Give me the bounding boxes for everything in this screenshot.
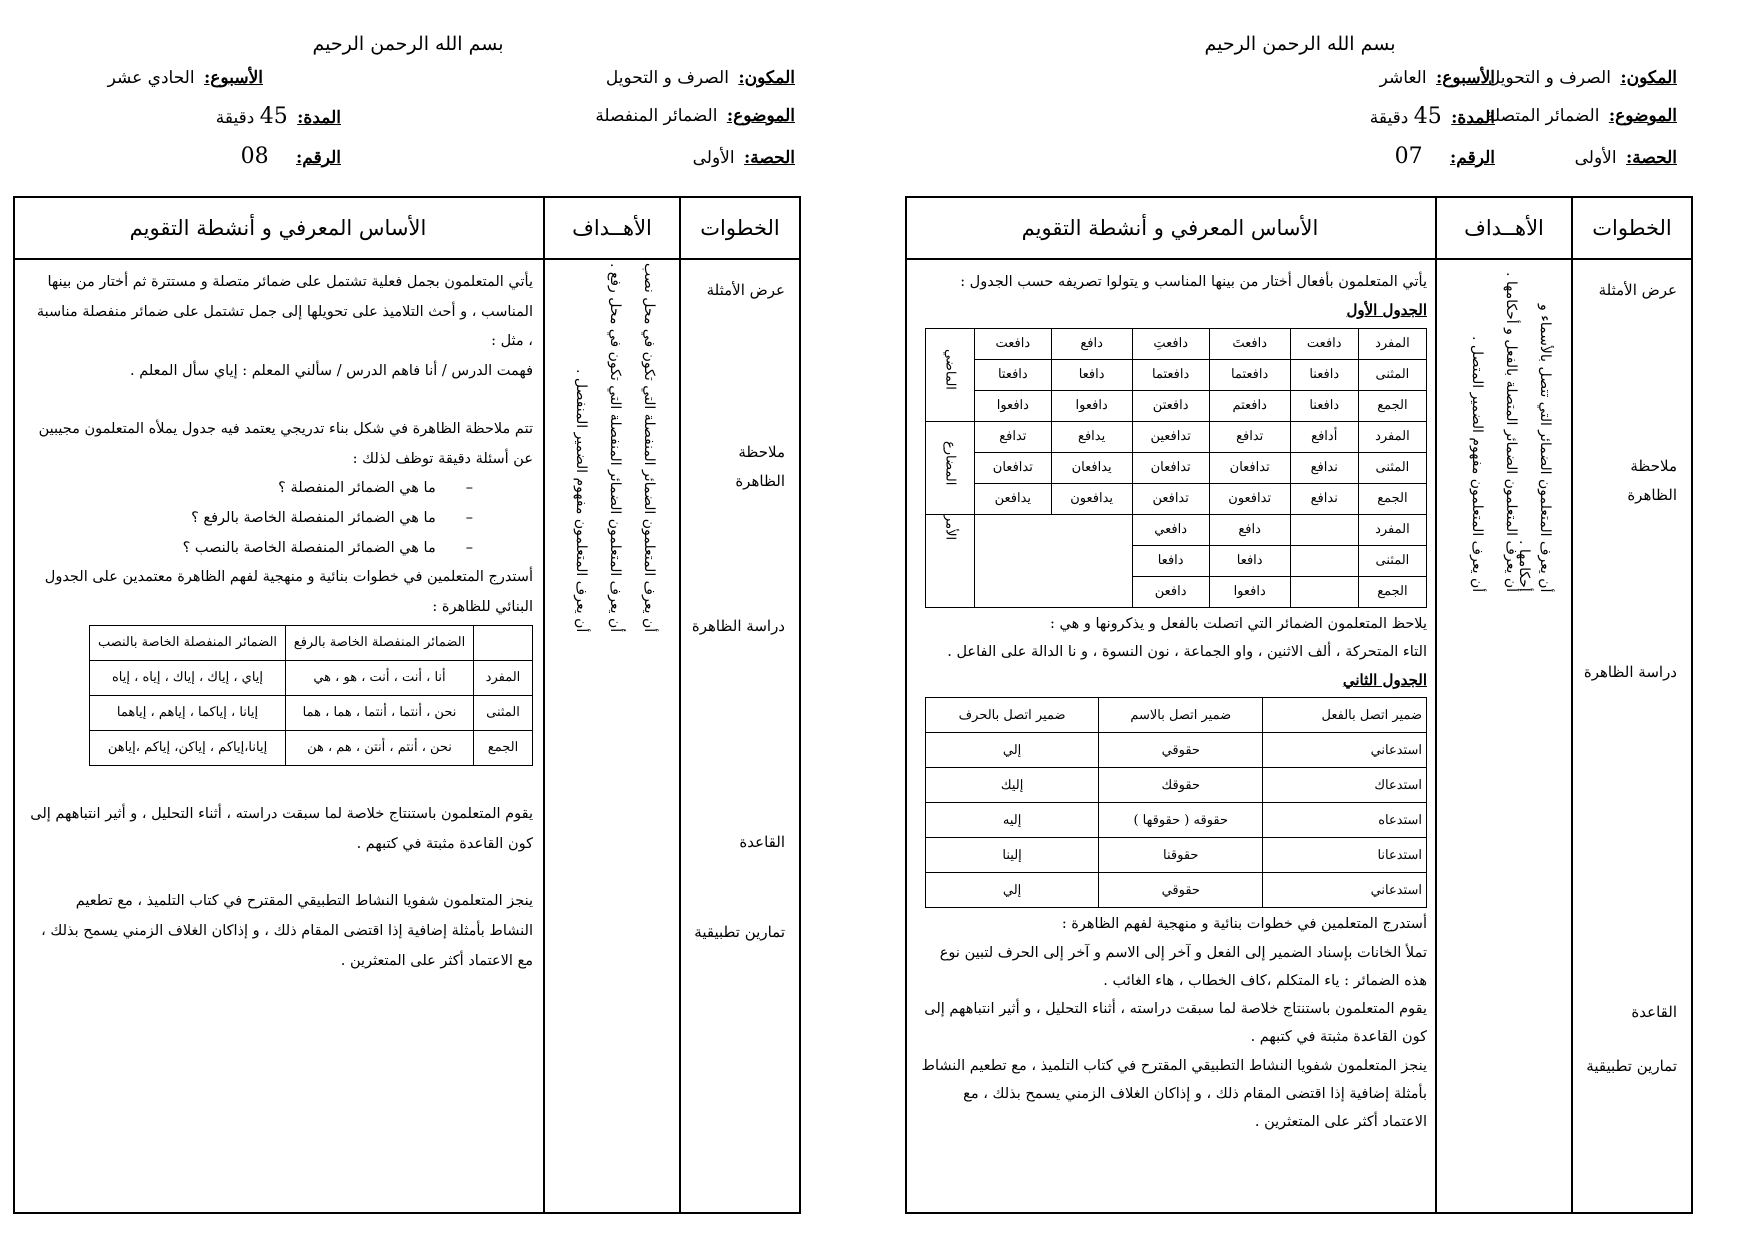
header-week: الأسبوع: العاشر bbox=[1379, 68, 1495, 88]
goal-2: أن يعرف المتعلمون الضمائر المتصلة بالفعل و أحكامها . bbox=[1503, 272, 1519, 592]
content-cell bbox=[917, 268, 1427, 1136]
header-week: الأسبوع: الحادي عشر bbox=[107, 68, 263, 88]
exercise-text: ينجز المتعلمون شفويا النشاط التطبيقي المقترح في كتاب التلميذ ، مع تطعيم النشاط بأمثلة إضافية إذا اقتضى المقام ذلك ، و إذاكان الغلاف الزمني يسمح بذلك ، مع الاعتماد أكثر على المتعثرين . bbox=[41, 893, 533, 969]
step-examples: عرض الأمثلة bbox=[1598, 281, 1677, 299]
header-session: الحصة: الأولى bbox=[1574, 148, 1677, 168]
header-duration: المدة: 45 دقيقة bbox=[215, 104, 341, 129]
step-observe: ملاحظة الظاهرة bbox=[1627, 457, 1677, 504]
conjugation-table: المفرد دافعت دافعتَ دافعتِ دافع دافعت الماضي المثنى دافعنا دافعتما دافعتما دافعا دافعتا الجمع دافعنا دافعتم دافعتن دافعوا دافعوا المفرد أدافع تدافع تدافعين يدافع تدافع المضارع المثنى ندافع تدافعان تدافعان يدافعان تدافعان الجمع ندافع تدافعون تدافعن يدافعون يدافعن المفرد دافع دافعي الأمر المثنى دافعا دافعا الجمع دافعوا دافعن bbox=[925, 328, 1427, 608]
lesson-table bbox=[905, 196, 1693, 1214]
example-text: فهمت الدرس / أنا فاهم الدرس / سألني المعلم : إياي سأل المعلم . bbox=[130, 363, 533, 380]
group-imperative: الأمر bbox=[942, 514, 958, 540]
lesson-table bbox=[13, 196, 801, 1214]
question-item: – ما هي الضمائر المنفصلة الخاصة بالنصب ؟ bbox=[29, 534, 473, 564]
basmala: بسم الله الرحمن الرحيم bbox=[1204, 33, 1396, 55]
header-number: الرقم: 08 bbox=[240, 144, 341, 169]
col-content-header: الأساس المعرفي و أنشطة التقويم bbox=[1021, 216, 1319, 240]
study-text: أستدرج المتعلمين في خطوات بنائية و منهجية لفهم الظاهرة معتمدين على الجدول البنائي للظاهرة : bbox=[44, 569, 533, 616]
header-topic: الموضوع: الضمائر المنفصلة bbox=[595, 106, 795, 126]
exercise-text: ينجز المتعلمون شفويا النشاط التطبيقي المقترح في كتاب التلميذ ، مع تطعيم النشاط بأمثلة إضافية إذا اقتضى المقام ذلك ، و إذاكان الغلاف الزمني يسمح بذلك ، مع الاعتماد أكثر على المتعثرين . bbox=[921, 1057, 1427, 1131]
step-study: دراسة الظاهرة bbox=[691, 617, 785, 635]
question-item: – ما هي الضمائر المنفصلة ؟ bbox=[29, 474, 473, 504]
header-session: الحصة: الأولى bbox=[692, 148, 795, 168]
question-item: – ما هي الضمائر المنفصلة الخاصة بالرفع ؟ bbox=[29, 504, 473, 534]
col-content-header: الأساس المعرفي و أنشطة التقويم bbox=[129, 216, 427, 240]
col-goals-header: الأهــداف bbox=[572, 216, 652, 240]
group-past: الماضي bbox=[942, 349, 958, 391]
rule-text: يقوم المتعلمون باستنتاج خلاصة لما سبقت دراسته ، أثناء التحليل ، و أثير انتباههم إلى كون القاعدة مثبتة في كتبهم . bbox=[30, 805, 533, 852]
step-observe: ملاحظة الظاهرة bbox=[735, 443, 785, 490]
rule-text: يقوم المتعلمون باستنتاج خلاصة لما سبقت دراسته ، أثناء التحليل ، و أثير انتباههم إلى كون القاعدة مثبتة في كتبهم . bbox=[924, 1001, 1427, 1046]
observe-text: يلاحظ المتعلمون الضمائر التي اتصلت بالفعل و يذكرونها و هي : bbox=[1050, 615, 1427, 632]
table1-title: الجدول الأول bbox=[1346, 301, 1427, 320]
basmala: بسم الله الرحمن الرحيم bbox=[312, 33, 504, 55]
header-number: الرقم: 07 bbox=[1394, 144, 1495, 169]
lesson-page-07 bbox=[905, 0, 1695, 1240]
goal-1: أن يعرف المتعلمون الضمائر التي تتصل بالأسماء و أحكامها . bbox=[1516, 303, 1553, 592]
question-list bbox=[29, 474, 533, 563]
col-steps-header: الخطوات bbox=[1592, 216, 1672, 240]
study-text-2: تملأ الخانات بإسناد الضمير إلى الفعل و آخر إلى الاسم و آخر إلى الحرف لتبين نوع هذه الضمائر : ياء المتكلم ،كاف الخطاب ، هاء الغائب . bbox=[939, 944, 1427, 989]
content-cell bbox=[29, 268, 533, 977]
col-goals-header: الأهــداف bbox=[1464, 216, 1544, 240]
observe-list: التاء المتحركة ، ألف الاثنين ، واو الجماعة ، نون النسوة ، و نا الدالة على الفاعل . bbox=[947, 643, 1427, 660]
goal-3: أن يعرف المتعلمون مفهوم الضمير المنفصل . bbox=[573, 368, 589, 632]
attached-pronouns-table: ضمير اتصل بالفعل ضمير اتصل بالاسم ضمير اتصل بالحرف استدعاني حقوقي إلي استدعاك حقوقك إليك استدعاه حقوقه ( حقوقها ) إليه استدعانا حقوقنا إلينا استدعاني حقوقي إلي bbox=[925, 697, 1427, 908]
step-study: دراسة الظاهرة bbox=[1583, 663, 1677, 681]
group-present: المضارع bbox=[942, 440, 958, 486]
goal-3: أن يعرف المتعلمون مفهوم الضمير المتصل . bbox=[1469, 335, 1485, 592]
header-component: المكون: الصرف و التحويل bbox=[605, 68, 795, 88]
header-duration: المدة: 45 دقيقة bbox=[1369, 104, 1495, 129]
intro-text: يأتي المتعلمون بجمل فعلية تشتمل على ضمائر متصلة و مستترة ثم أختار من بينها المناسب ، و أحث التلاميذ على تحويلها إلى جمل تشتمل على ضمائر منفصلة مناسبة ، مثل : bbox=[36, 274, 533, 350]
header-topic: الموضوع: الضمائر المتصلة bbox=[1485, 106, 1677, 126]
goal-1: أن يعرف المتعلمون الضمائر المنفصلة التي تكون في محل نصب . bbox=[620, 262, 657, 632]
study-text-1: أستدرج المتعلمين في خطوات بنائية و منهجية لفهم الظاهرة : bbox=[1061, 916, 1427, 933]
separate-pronouns-table: الضمائر المنفصلة الخاصة بالرفع الضمائر المنفصلة الخاصة بالنصب المفرد أنا ، أنت ، أنت ، هو ، هي إياي ، إياك ، إياك ، إياه ، إياه المثنى نحن ، أنتما ، أنتما ، هما ، هما إيانا ، إياكما ، إياهم ، إياهما الجمع نحن ، أنتم ، أنتن ، هم ، هن إيانا،إياكم ، إياكن، إياكم ،إياهن bbox=[89, 625, 533, 766]
step-rule: القاعدة bbox=[1631, 1003, 1677, 1021]
col-steps-header: الخطوات bbox=[700, 216, 780, 240]
goal-2: أن يعرف المتعلمون الضمائر المنفصلة التي تكون في محل رفع . bbox=[607, 262, 623, 632]
step-rule: القاعدة bbox=[739, 833, 785, 851]
step-examples: عرض الأمثلة bbox=[706, 281, 785, 299]
lesson-page-08 bbox=[13, 0, 803, 1240]
step-exercises: تمارين تطبيقية bbox=[1586, 1057, 1677, 1075]
step-exercises: تمارين تطبيقية bbox=[694, 923, 785, 941]
intro-text: يأتي المتعلمون بأفعال أختار من بينها المناسب و يتولوا تصريفه حسب الجدول : bbox=[960, 274, 1427, 290]
observe-text: تتم ملاحظة الظاهرة في شكل بناء تدريجي يعتمد فيه جدول يملأه المتعلمون مجيبين عن أسئلة دقيقة توظف لذلك : bbox=[38, 420, 533, 467]
table2-title: الجدول الثاني bbox=[1342, 671, 1427, 690]
header-component: المكون: الصرف و التحويل bbox=[1487, 68, 1677, 88]
